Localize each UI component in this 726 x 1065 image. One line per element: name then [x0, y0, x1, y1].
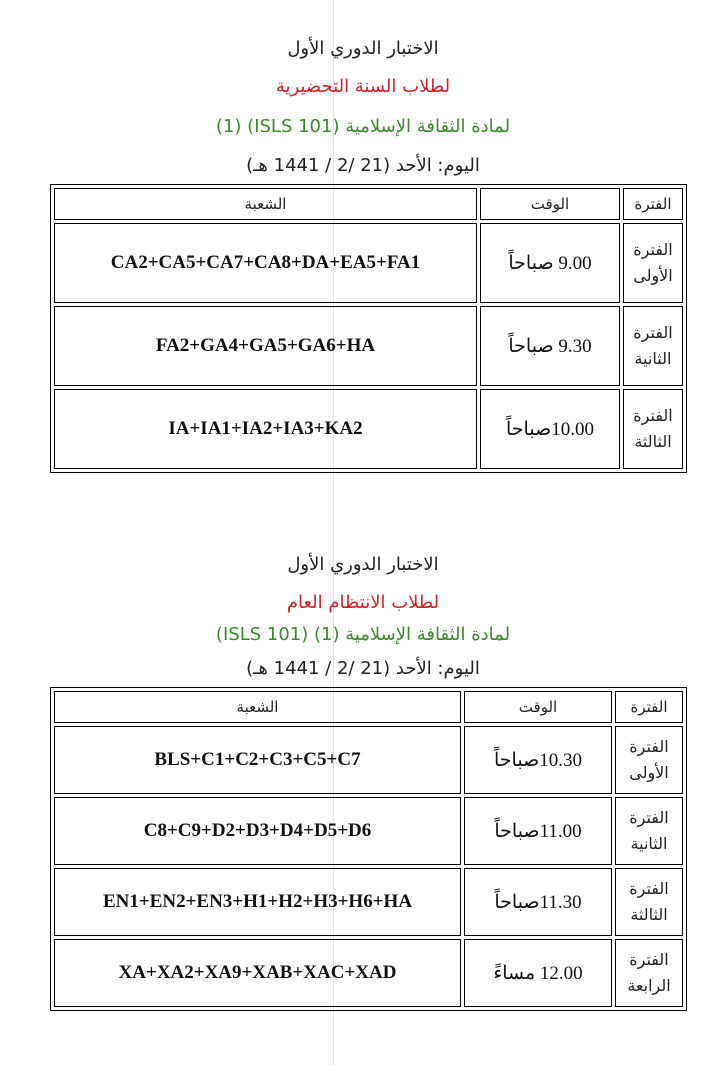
section1-subject: لمادة الثقافة الإسلامية (ISLS 101) (1)	[215, 116, 511, 137]
period-ordinal: الرابعة	[627, 976, 671, 995]
section2-subtitle: لطلاب الانتظام العام	[286, 592, 440, 613]
header-section: الشعبة	[54, 188, 477, 220]
section2-title: الاختبار الدوري الأول	[287, 554, 439, 575]
time-cell: 10.00صباحاً	[480, 389, 620, 469]
period-ordinal: الثانية	[634, 349, 672, 368]
period-ordinal: الأولى	[633, 266, 673, 285]
table-row	[54, 726, 683, 794]
period-ordinal: الأولى	[629, 763, 669, 782]
period-label: الفترة	[633, 323, 673, 342]
period-cell	[615, 797, 683, 865]
time-cell: 11.30صباحاً	[464, 868, 612, 936]
period-label: الفترة	[629, 808, 669, 827]
section2-subject: لمادة الثقافة الإسلامية (1) (ISLS 101)	[215, 624, 511, 645]
sections-cell: EN1+EN2+EN3+H1+H2+H3+H6+HA	[54, 868, 461, 936]
sections-cell: BLS+C1+C2+C3+C5+C7	[54, 726, 461, 794]
sections-cell: CA2+CA5+CA7+CA8+DA+EA5+FA1	[54, 223, 477, 303]
period-ordinal: الثالثة	[634, 432, 672, 451]
period-label: الفترة	[629, 879, 669, 898]
header-period: الفترة	[623, 188, 683, 220]
period-cell	[623, 389, 683, 469]
header-period: الفترة	[615, 691, 683, 723]
period-cell	[615, 868, 683, 936]
period-cell	[623, 306, 683, 386]
section1-title: الاختبار الدوري الأول	[287, 38, 439, 59]
sections-cell: XA+XA2+XA9+XAB+XAC+XAD	[54, 939, 461, 1007]
table-row	[54, 797, 683, 865]
header-section: الشعبة	[54, 691, 461, 723]
period-cell	[623, 223, 683, 303]
period-ordinal: الثانية	[630, 834, 668, 853]
period-cell	[615, 939, 683, 1007]
header-time: الوقت	[480, 188, 620, 220]
time-cell: 11.00صباحاً	[464, 797, 612, 865]
section1-date: اليوم: الأحد (21 /2 / 1441 هـ)	[246, 155, 480, 176]
header-time: الوقت	[464, 691, 612, 723]
period-cell	[615, 726, 683, 794]
section1-schedule-table	[50, 184, 687, 473]
section2-date: اليوم: الأحد (21 /2 / 1441 هـ)	[246, 658, 480, 679]
time-cell: 9.00 صباحاً	[480, 223, 620, 303]
section1-subtitle: لطلاب السنة التحضيرية	[275, 76, 451, 97]
table-row	[54, 868, 683, 936]
time-cell: 12.00 مساءً	[464, 939, 612, 1007]
sections-cell: FA2+GA4+GA5+GA6+HA	[54, 306, 477, 386]
period-ordinal: الثالثة	[630, 905, 668, 924]
table-row	[54, 939, 683, 1007]
section2-schedule-table	[50, 687, 687, 1011]
sections-cell: C8+C9+D2+D3+D4+D5+D6	[54, 797, 461, 865]
table-header-row	[54, 188, 683, 220]
table-row	[54, 306, 683, 386]
time-cell: 10.30صباحاً	[464, 726, 612, 794]
period-label: الفترة	[629, 950, 669, 969]
table-row	[54, 223, 683, 303]
period-label: الفترة	[633, 406, 673, 425]
time-cell: 9.30 صباحاً	[480, 306, 620, 386]
sections-cell: IA+IA1+IA2+IA3+KA2	[54, 389, 477, 469]
table-header-row	[54, 691, 683, 723]
period-label: الفترة	[629, 737, 669, 756]
table-row	[54, 389, 683, 469]
period-label: الفترة	[633, 240, 673, 259]
